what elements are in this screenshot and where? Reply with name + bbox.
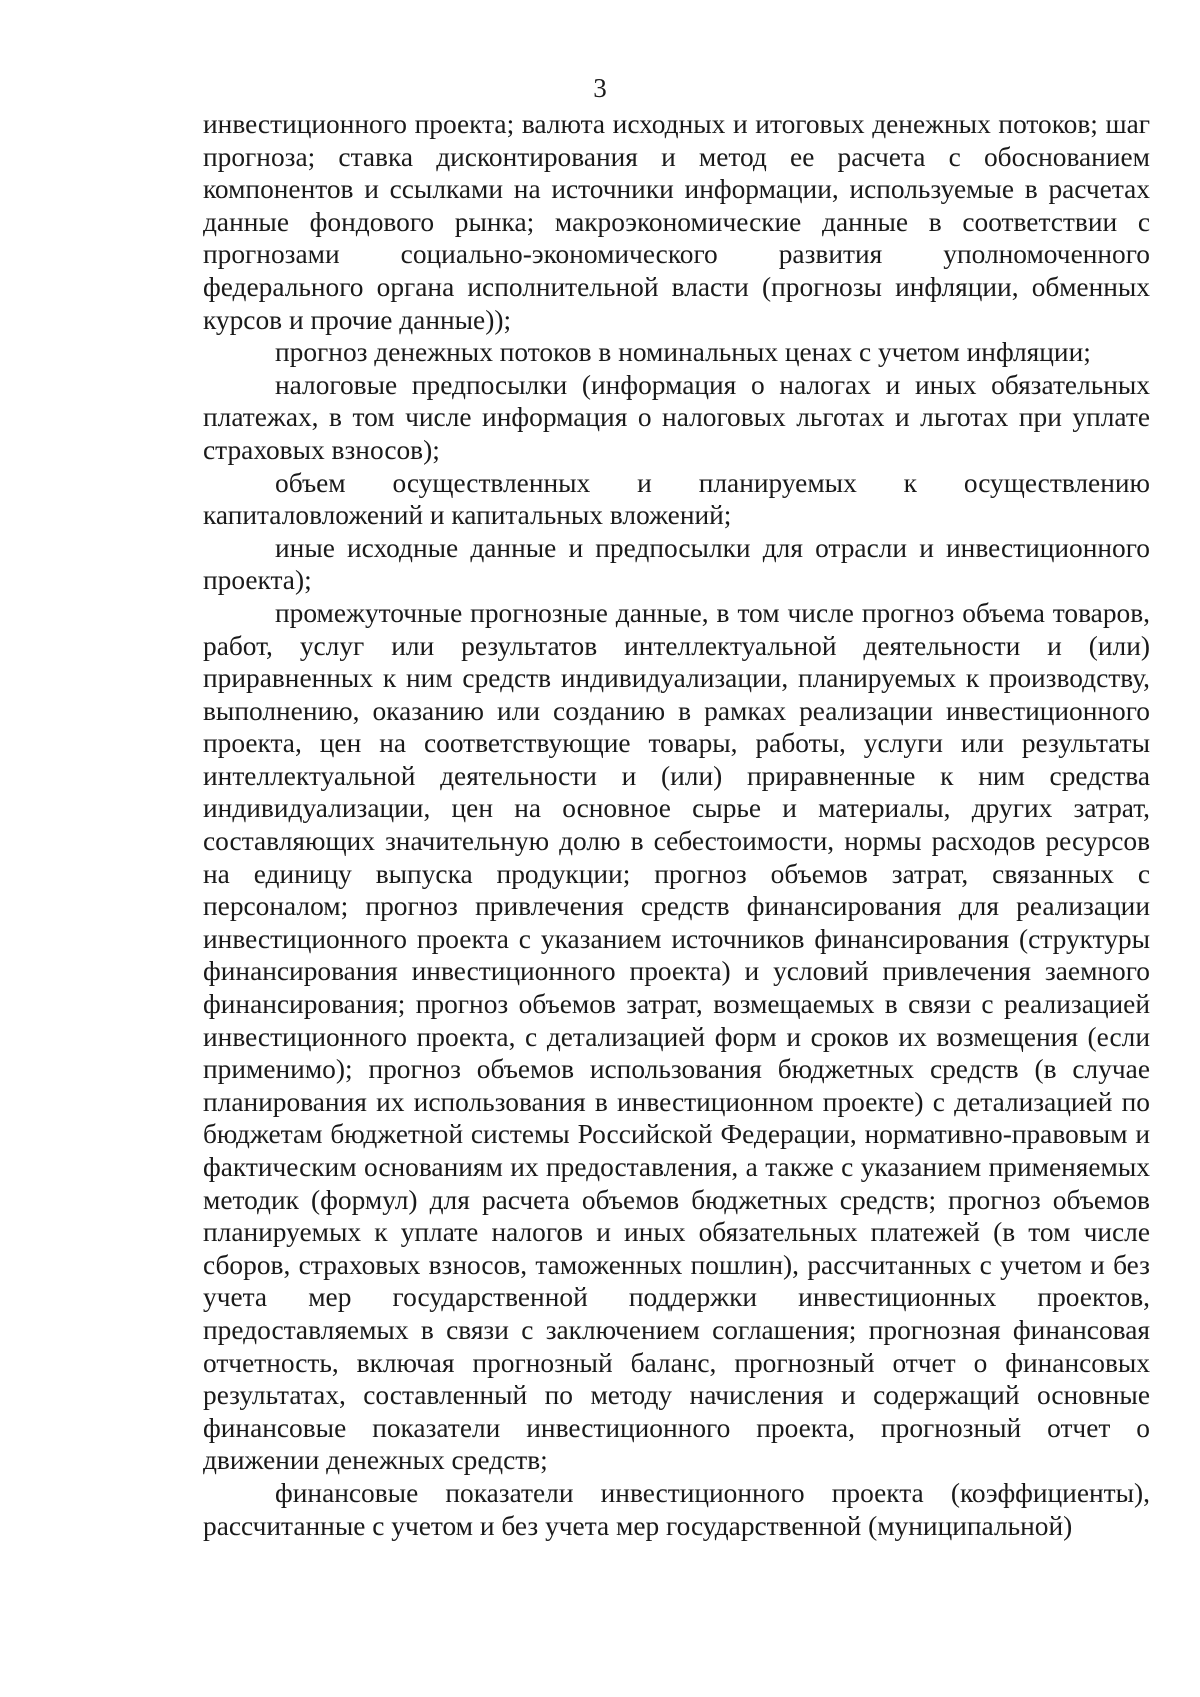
- paragraph-tax-assumptions: налоговые предпосылки (информация о налогах и иных обязательных платежах, в том числе информация о налоговых льготах и льготах при уплате страховых взносов);: [203, 369, 1150, 465]
- paragraph-cash-flow-forecast: прогноз денежных потоков в номинальных ценах с учетом инфляции;: [275, 337, 1091, 368]
- paragraph-continuation: инвестиционного проекта; валюта исходных и итоговых денежных потоков; шаг прогноза; ставка дисконтирования и метод ее расчета с обоснованием компонентов и ссылками на источники информации, используемые в расчетах данные фондового рынка; макроэкономические данные в соответствии с прогнозами социально-экономического развития уполномоченного федерального органа исполнительной власти (прогнозы инфляции, обменных курсов и прочие данные));: [203, 109, 1150, 335]
- paragraph-capital-investments: объем осуществленных и планируемых к осуществлению капиталовложений и капитальных вложений;: [203, 467, 1150, 531]
- page-number: 3: [593, 73, 607, 103]
- document-body: [203, 108, 1150, 1542]
- paragraph-interim-forecast-data: промежуточные прогнозные данные, в том числе прогноз объема товаров, работ, услуг или результатов интеллектуальной деятельности и (или) приравненных к ним средств индивидуализации, планируемых к производству, выполнению, оказанию или созданию в рамках реализации инвестиционного проекта, цен на соответствующие товары, работы, услуги или результаты интеллектуальной деятельности и (или) приравненные к ним средства индивидуализации, цен на основное сырье и материалы, других затрат, составляющих значительную долю в себестоимости, нормы расходов ресурсов на единицу выпуска продукции; прогноз объемов затрат, связанных с персоналом; прогноз привлечения средств финансирования для реализации инвестиционного проекта с указанием источников финансирования (структуры финансирования инвестиционного проекта) и условий привлечения заемного финансирования; прогноз объемов затрат, возмещаемых в связи с реализацией инвестиционного проекта, с детализацией форм и сроков их возмещения (если применимо); прогноз объемов использования бюджетных средств (в случае планирования их использования в инвестиционном проекте) с детализацией по бюджетам бюджетной системы Российской Федерации, нормативно-правовым и фактическим основаниям их предоставления, а также с указанием применяемых методик (формул) для расчета объемов бюджетных средств; прогноз объемов планируемых к уплате налогов и иных обязательных платежей (в том числе сборов, страховых взносов, таможенных пошлин), рассчитанных с учетом и без учета мер государственной поддержки инвестиционных проектов, предоставляемых в связи с заключением соглашения; прогнозная финансовая отчетность, включая прогнозный баланс, прогнозный отчет о финансовых результатах, составленный по методу начисления и содержащий основные финансовые показатели инвестиционного проекта, прогнозный отчет о движении денежных средств;: [203, 597, 1150, 1476]
- paragraph-other-inputs: иные исходные данные и предпосылки для отрасли и инвестиционного проекта);: [203, 532, 1150, 596]
- paragraph-financial-indicators: финансовые показатели инвестиционного проекта (коэффициенты), рассчитанные с учетом и без учета мер государственной (муниципальной): [203, 1477, 1150, 1541]
